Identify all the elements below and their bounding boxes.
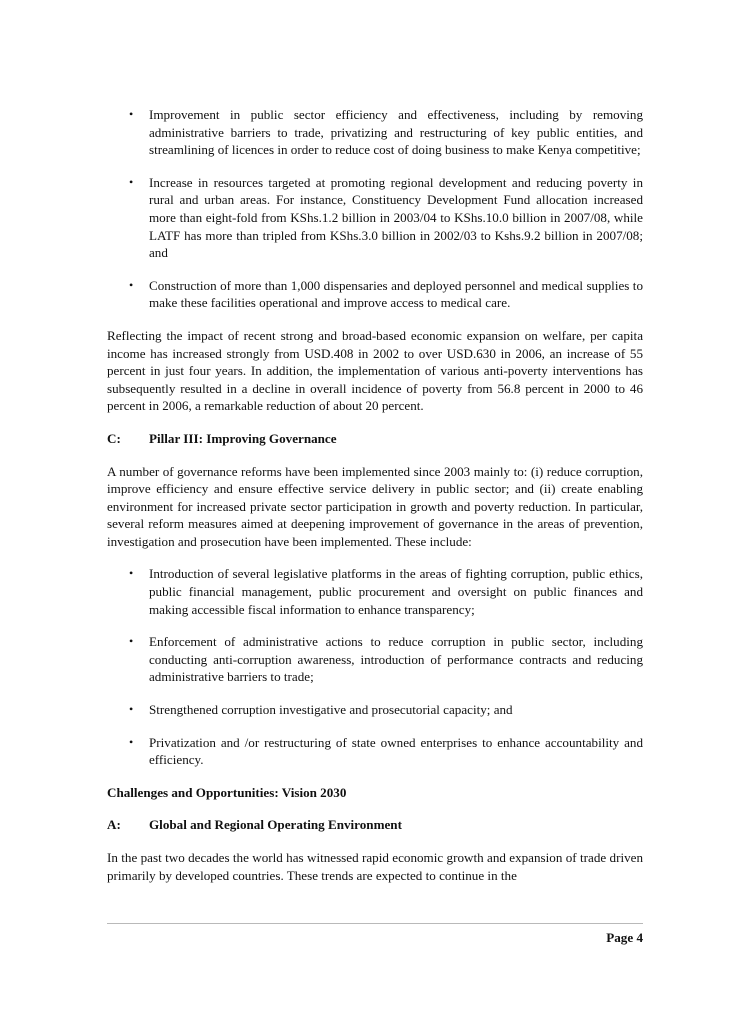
list-item-text: Introduction of several legislative platforms in the areas of fighting corruption, public ethics, public financial management, public procurement and oversight on public finances and making accessible fiscal information to enhance transparency;: [149, 566, 643, 617]
list-item-text: Improvement in public sector efficiency and effectiveness, including by removing administrative barriers to trade, privatizing and restructuring of key public entities, and streamlining of licences in order to reduce cost of doing business to make Kenya competitive;: [149, 107, 643, 158]
section-heading-c: [107, 430, 643, 448]
bullet-icon: •: [129, 174, 134, 189]
list-item: [107, 633, 643, 686]
list-item-text: Increase in resources targeted at promoting regional development and reducing poverty in rural and urban areas. For instance, Constituency Development Fund allocation increased more than eight-fold from KShs.1.2 billion in 2003/04 to KShs.10.0 billion in 2007/08, while LATF has more than tripled from KShs.3.0 billion in 2002/03 to Kshs.9.2 billion in 2007/08; and: [149, 174, 643, 261]
paragraph-welfare: Reflecting the impact of recent strong and broad-based economic expansion on welfare, per capita income has increased strongly from USD.408 in 2002 to over USD.630 in 2006, an increase of 55 percent in just four years. In addition, the implementation of various anti-poverty interventions has subsequently resulted in a decline in overall incidence of poverty from 56.8 percent in 2000 to 46 percent in 2006, a remarkable reduction of about 20 percent.: [107, 327, 643, 414]
bullet-icon: •: [129, 277, 134, 292]
list-item: [107, 565, 643, 618]
governance-bullets-list: [107, 565, 643, 768]
list-item: [107, 106, 643, 159]
list-item: [107, 701, 643, 719]
bullet-icon: •: [129, 734, 134, 749]
bullet-icon: •: [129, 634, 134, 649]
bullet-icon: •: [129, 566, 134, 581]
section-title: Pillar III: Improving Governance: [149, 430, 337, 446]
page-body: [107, 106, 643, 884]
section-letter: A:: [107, 817, 121, 833]
paragraph-global-environment: In the past two decades the world has witnessed rapid economic growth and expansion of trade driven primarily by developed countries. These trends are expected to continue in the: [107, 850, 643, 883]
bullet-icon: •: [129, 107, 134, 121]
list-item-text: Strengthened corruption investigative and prosecutorial capacity; and: [149, 702, 513, 718]
list-item: [107, 277, 643, 312]
list-item-text: Construction of more than 1,000 dispensaries and deployed personnel and medical supplies to make these facilities operational and improve access to medical care.: [149, 277, 643, 311]
list-item-text: Enforcement of administrative actions to reduce corruption in public sector, including conducting anti-corruption awareness, introduction of performance contracts and reducing administrative barriers to trade;: [149, 634, 643, 685]
list-item: [107, 174, 643, 262]
bullet-icon: •: [129, 702, 134, 717]
page-number: Page 4: [606, 930, 643, 945]
list-item-text: Privatization and /or restructuring of state owned enterprises to enhance accountability and efficiency.: [149, 734, 643, 768]
list-item: [107, 734, 643, 769]
challenges-heading: [107, 784, 643, 802]
section-heading-a: [107, 816, 643, 834]
reform-bullets-list: [107, 106, 643, 312]
section-title: Challenges and Opportunities: Vision 2030: [107, 784, 347, 800]
paragraph-governance: A number of governance reforms have been implemented since 2003 mainly to: (i) reduce corruption, improve efficiency and ensure effective service delivery in public sector; and (ii) create enabling environment for increased private sector participation in growth and poverty reduction. In particular, several reform measures aimed at deepening improvement of governance in the areas of prevention, investigation and prosecution have been implemented. These include:: [107, 463, 643, 549]
section-title: Global and Regional Operating Environment: [149, 817, 402, 833]
section-letter: C:: [107, 430, 121, 446]
footer-divider: [107, 923, 643, 924]
